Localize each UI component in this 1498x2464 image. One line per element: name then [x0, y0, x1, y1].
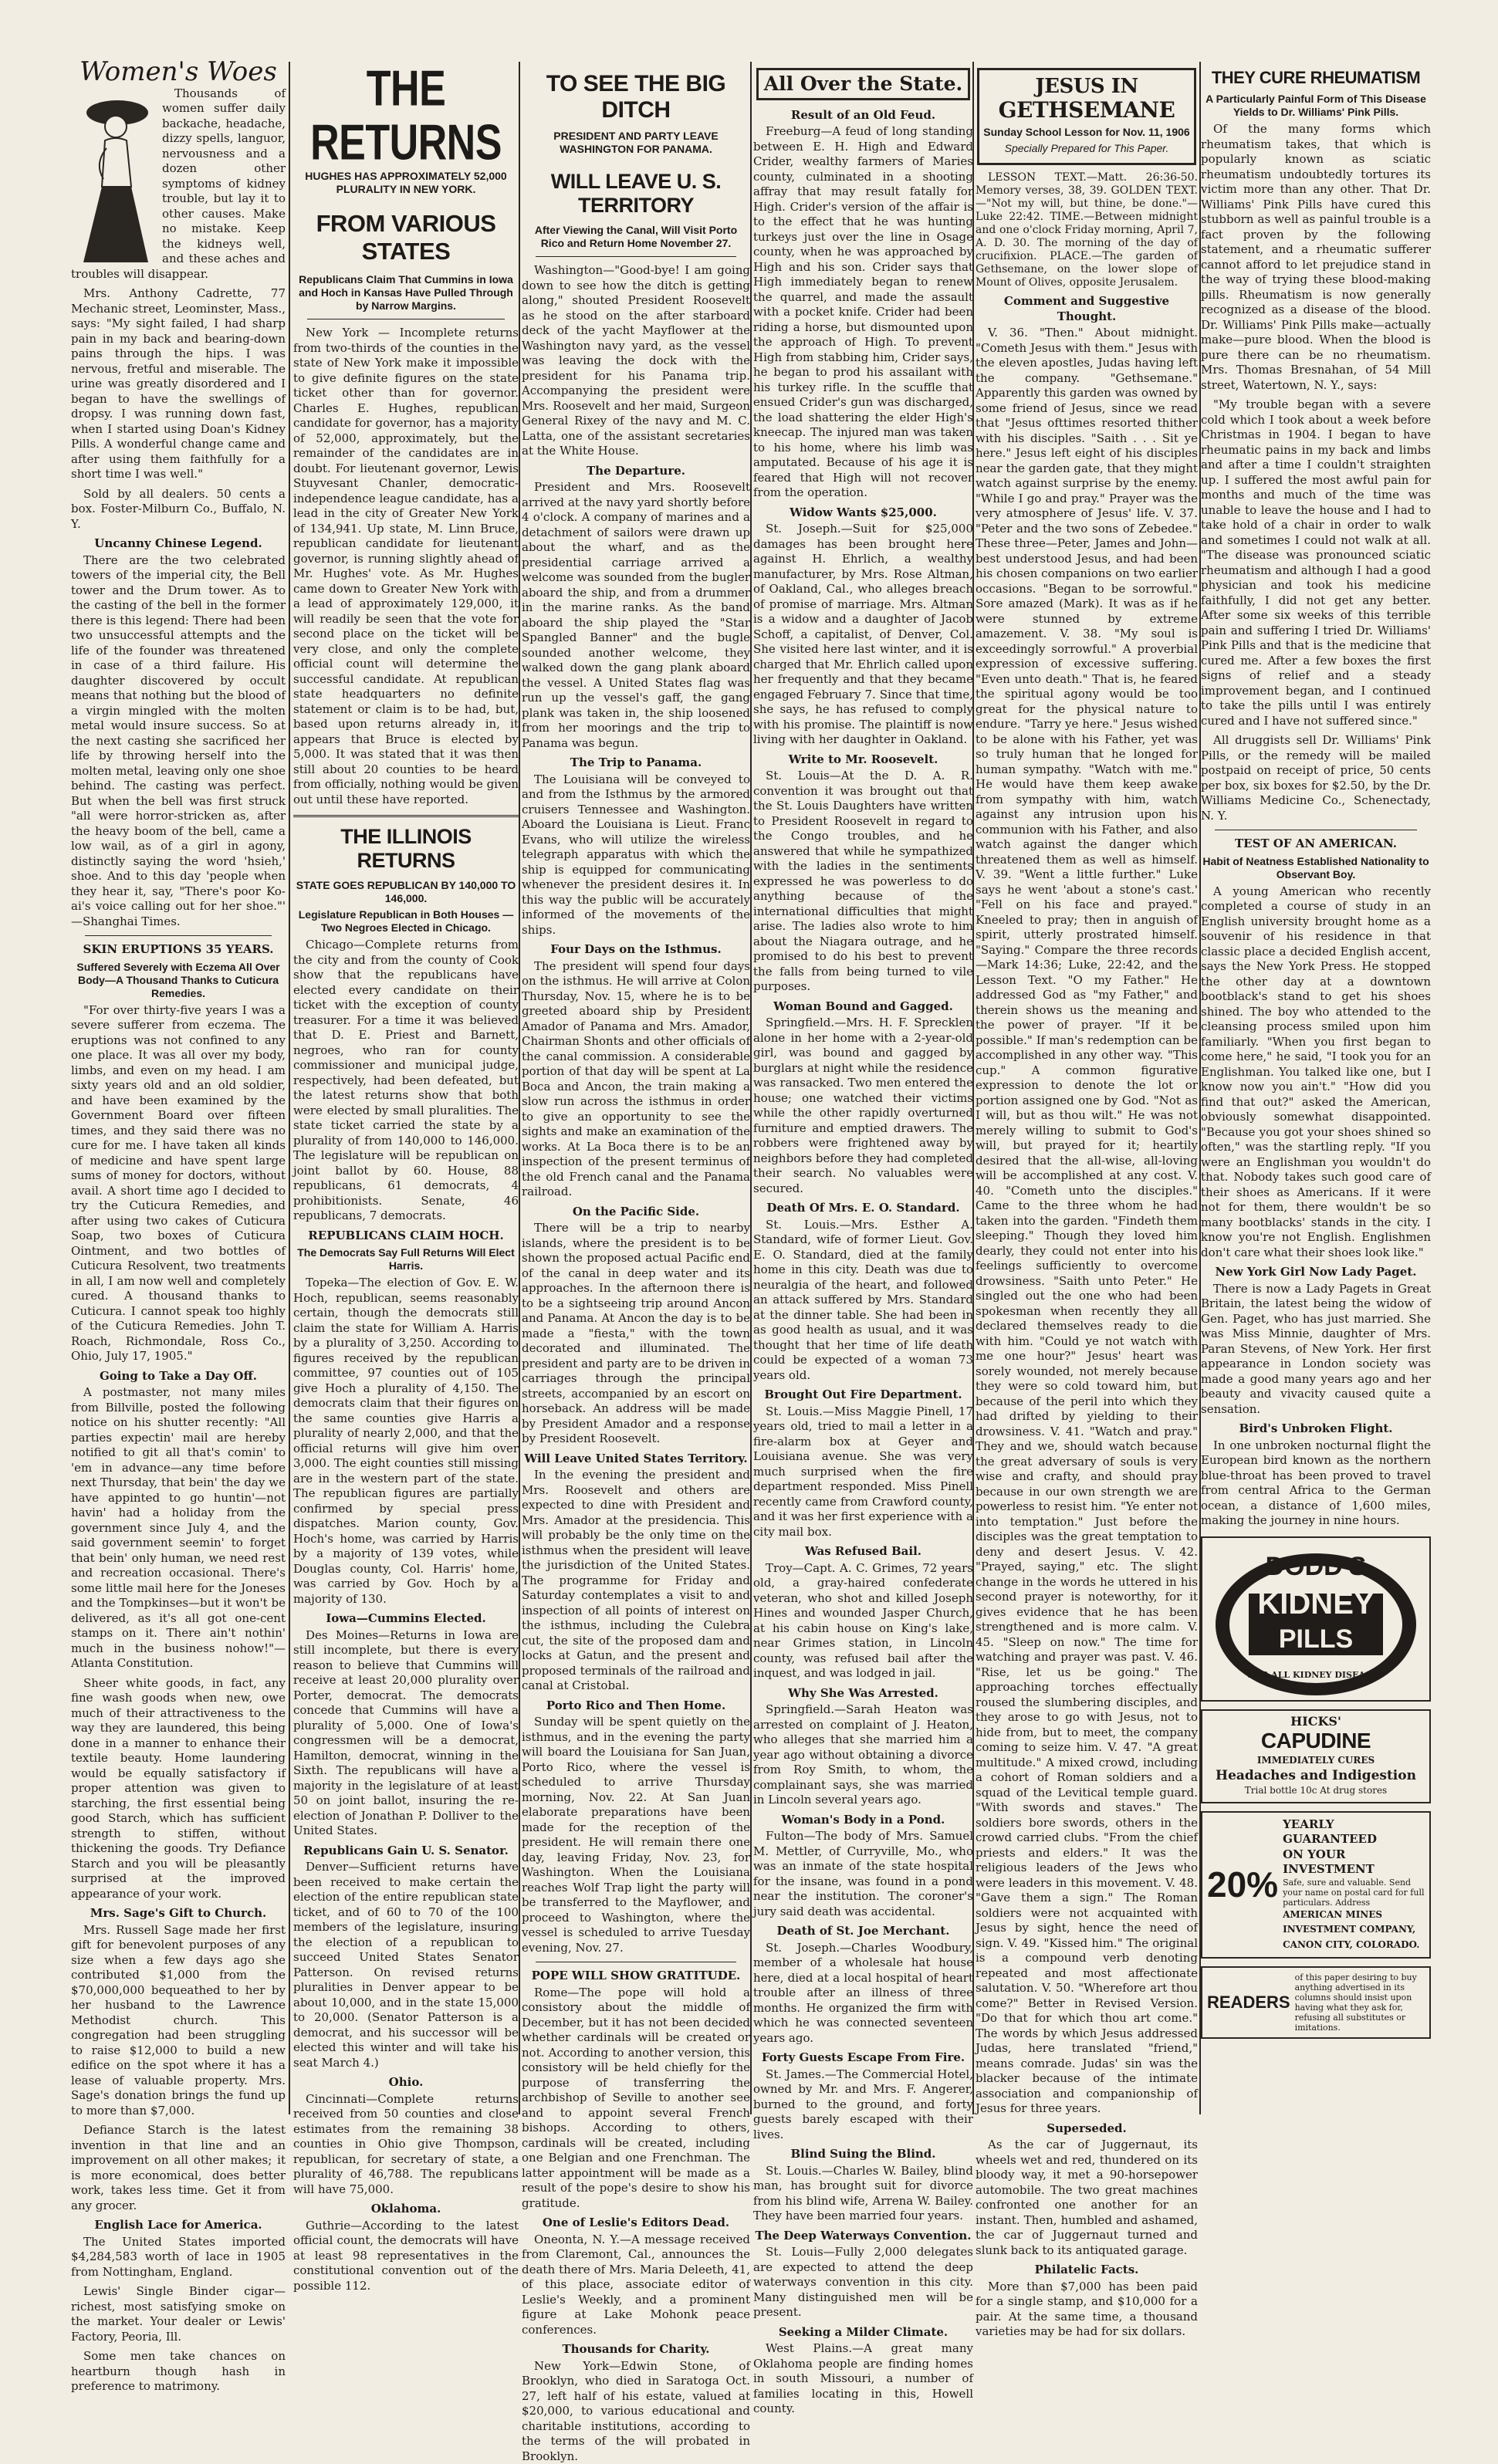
sage-heading: Mrs. Sage's Gift to Church. — [71, 1906, 286, 1922]
test-text: A young American who recently completed a course of study in an English university brought home as a souvenir of his residence in that classic place a decided English accent, says the New York Press. He stopped the other day at a downtown bootblack's stand to get his shoes shined. The boy who attended to the cleansing process smiled upon him familiarly. "When you first began to come here," he said, "I took you for an Englishman. You talked like one, but I know now you ain't." "How did you find that out?" asked the American, obviously somewhat disappointed. "Because you got your shoes shined so often," was the startling reply. "If you were an Englishman you wouldn't do that. Nobody takes such good care of their shoes as Americans. If it were not for them, there wouldn't be so many bootblacks' stands in the city. I know you're not English. Englishmen don't care what their shoes look like." — [1201, 884, 1431, 1261]
territory-text: In the evening the president and Mrs. Roosevelt and others are expected to dine with President and Mrs. Amador at the presidencia. This will probably be the only time on the isthmus when the president will leave the jurisdiction of the United States. The programme for Friday and Saturday contemplates a visit to and inspection of all points of interest on the isthmus, including the Culebra cut, the site of the proposed dam and locks at Gatun, and the present and proposed terminals of the railroad and canal at Cristobal. — [522, 1468, 750, 1694]
arrest-heading: Why She Was Arrested. — [753, 1686, 973, 1702]
column-1 — [71, 63, 286, 2130]
bird-heading: Bird's Unbroken Flight. — [1201, 1421, 1431, 1437]
comment-heading: Comment and Suggestive Thought. — [976, 294, 1198, 324]
deck-illinois: STATE GOES REPUBLICAN BY 140,000 TO 146,000. — [293, 879, 519, 905]
lesson-intro: LESSON TEXT.—Matt. 26:36-50. Memory verses, 38, 39. GOLDEN TEXT.—"Not my will, but thine, be done."—Luke 22:42. TIME.—Between midnight and one o'clock Friday morning, April 7, A. D. 30. The morning of the day of crucifixion. PLACE.—The garden of Gethsemane, on the lower slope of Mount of Olives, opposite Jerusalem. — [976, 171, 1198, 289]
departure-text: President and Mrs. Roosevelt arrived at the navy yard shortly before 4 o'clock. A company of marines and a detachment of sailors were drawn up about the wharf, and as the presidential carriage arrived a welcome was sounded from the bugler aboard the ship, and from a drummer in the marine ranks. As the band aboard the ship played the "Star Spangled Banner" and the bugle sounded another welcome, they walked down the gang plank aboard the vessel. A United States flag was run up the vessel's gaff, the gang plank was taken in, the ship loosened from her moorings and the trip to Panama was begun. — [522, 480, 750, 751]
isthmus-heading: Four Days on the Isthmus. — [522, 942, 750, 958]
ny-text: New York — Incomplete returns from two-thirds of the counties in the state of New York make it impossible to give definite figures on the state ticket other than for governor. Charles E. Hughes, republican candidate for governor, has a majority of 52,000, approximately, but the remainder of the candidates are in doubt. For lieutenant governor, Lewis Stuyvesant Chanler, democratic-independence league candidate, has a lead in the city of Greater New York of 134,941. Up state, M. Linn Bruce, republican candidate for lieutenant governor, is running slightly ahead of Mr. Hughes' vote. As Mr. Hughes came down to Greater New York with a lead of approximately 129,000, it will readily be seen that the vote for second place on the ticket will be very close, and only the complete official count will determine the successful candidate. At republican state headquarters no definite statement or claim is to be had, but, based upon returns already in, it appears that Bruce is elected by 5,000. It was stated that it was then still about 20 counties to be heard from officially, nothing would be given out until these have reported. — [293, 326, 519, 807]
ad-title: Women's Woes — [71, 65, 286, 80]
bail-heading: Was Refused Bail. — [753, 1544, 973, 1560]
sold-line: Sold by all dealers. 50 cents a box. Foster-Milburn Co., Buffalo, N. Y. — [71, 487, 286, 532]
investment-line2: ON YOUR INVESTMENT — [1283, 1847, 1425, 1878]
capudine-trial: Trial bottle 10c At drug stores — [1207, 1783, 1425, 1799]
porto-rico-text: Sunday will be spent quietly on the isthmus, and in the evening the party will board the Louisiana for San Juan, Porto Rico, where the vessel is scheduled to arrive Thursday morning, Nov. 22. At San Juan elaborate preparations have been made for the reception of the president. He will remain there one day, leaving Friday, Nov. 23, for Washington. When the Louisiana reaches Wolf Trap light the party will be transferred to the Mayflower, and proceed to Washington, where the vessel is scheduled to arrive Tuesday evening, Nov. 27. — [522, 1715, 750, 1955]
leslie-heading: One of Leslie's Editors Dead. — [522, 2216, 750, 2231]
oklahoma-text: Guthrie—According to the latest official count, the democrats will have at least 98 representatives in the constitutional convention out of the possible 112. — [293, 2219, 519, 2294]
ditch-text: Washington—"Good-bye! I am going down to see how the ditch is getting along," shouted President Roosevelt as he stood on the after starboard deck of the yacht Mayflower at the Washington navy yard, as the vessel was leaving the dock with the president for his Panama trip. Accompanying the president were Mrs. Roosevelt and her maid, Surgeon General Rixey of the navy and M. C. Latta, one of the assistant secretaries at the White House. — [522, 263, 750, 459]
dodds-mid: KIDNEY — [1202, 1597, 1429, 1612]
headline-states: FROM VARIOUS STATES — [293, 210, 519, 265]
headline-returns: THE RETURNS — [293, 62, 519, 170]
trip-heading: The Trip to Panama. — [522, 755, 750, 771]
widow-heading: Widow Wants $25,000. — [753, 505, 973, 521]
rheumatism-text-1: Of the many forms which rheumatism takes, that which is popularly known as sciatic rheumatism undoubtedly tortures its victim more than any other. That Dr. Williams' Pink Pills have cured this stubborn as well as painful trouble is a fact proven by the following statement, and a rheumatic sufferer cannot afford to let prejudice stand in the way of trying these blood-making pills. Rheumatism is now generally recognized as a disease of the blood. Dr. Williams' Pink Pills make—actually make—pure blood. When the blood is pure there can be no rheumatism. Mrs. Thomas Bresnahan, of 54 Mill street, Watertown, N. Y., says: — [1201, 122, 1431, 393]
fire-heading: Forty Guests Escape From Fire. — [753, 2050, 973, 2066]
lace-heading: English Lace for America. — [71, 2218, 286, 2233]
column-rule — [289, 62, 290, 2114]
dodds-ring: FOR ALL KIDNEY DISEASES — [1202, 1668, 1429, 1683]
headline-territory: WILL LEAVE U. S. TERRITORY — [522, 170, 750, 218]
merchant-heading: Death of St. Joe Merchant. — [753, 1924, 973, 1939]
dodds-top: DODD'S — [1202, 1560, 1429, 1575]
bound-heading: Woman Bound and Gagged. — [753, 999, 973, 1015]
superseded-text: As the car of Juggernaut, its wheels wet and red, thundered on its bloody way, it met a 90-horsepower automobile. The two great machines confronted one another for an instant. Then, humbled and ashamed, the car of Juggernaut turned and slunk back to its antiquated garage. — [976, 2138, 1198, 2258]
arrest-text: Springfield.—Sarah Heaton was arrested on complaint of J. Heaton, who alleges that she married him a year ago without obtaining a divorce from Roy Smith, to whom, the complainant says, she was married in Lincoln several years ago. — [753, 1702, 973, 1808]
last-text: Some men take chances on heartburn though hash in preference to matrimony. — [71, 2349, 286, 2395]
deck-president: PRESIDENT AND PARTY LEAVE WASHINGTON FOR PANAMA. — [522, 130, 750, 156]
lesson-body: V. 36. "Then." About midnight. "Cometh Jesus with them." Jesus with the eleven apostles, Judas having left the company. "Gethsemane." Apparently this garden was owned by some friend of Jesus, since we read that "Jesus ofttimes resorted thither with his disciples. "Saith . . . Sit ye here." Jesus left eight of his disciples near the garden gate, that they might watch against surprise by the enemy. "While I go and pray." Prayer was the very atmosphere of Jesus' life. V. 37. "Peter and the two sons of Zebedee." These three—Peter, James and John—best understood Jesus, and had been his chosen companions on two earlier occasions. "Began to be sorrowful." Sore amazed (Mark). It was as if he were stunned by extreme amazement. V. 38. "My soul is exceedingly sorrowful." A proverbial expression of excessive suffering. "Even unto death." That is, he feared the spiritual agony would be too great for the physical nature to endure. "Tarry ye here." Jesus wished to be alone with his Father, yet was so truly human that he longed for human sympathy. "Watch with me." He would have them keep awake from sympathy with him, watch against any intrusion upon his communion with his Father, and also watch against the danger which threatened them as well as himself. V. 39. "Went a little further." Luke says he went 'about a stone's cast.' "Fell on his face and prayed." Kneeled to pray; then in anguish of spirit, utterly prostrated himself. "Saying." Compare the three records—Mark 14:36; Luke, 22:42, and the Lesson Text. "O my Father." He addressed God as "my Father," and therein shows us the meaning and the power of prayer. "If it be possible." If man's redemption can be accomplished in any other way. "This cup." A common figurative expression to denote the lot or portion assigned one by God. "Not as I will, but as thou wilt." He was not merely willing to submit to God's will, but prayed for it; heartily desired that the all-wise, all-loving will be accomplished at any cost. V. 40. "Cometh unto the disciples." Came to the three whom he had taken into the garden. "Findeth them sleeping." Though they loved him dearly, they could not enter into his feelings sufficiently to overcome drowsiness. "Saith unto Peter." He singled out the one who had been spokesman when recently they all declared themselves ready to die with him. "Could ye not watch with me one hour?" Jesus' heart was sorely wounded, not merely because they were so cold toward him, but because of the peril into which they had drifted by yielding to their drowsiness. V. 41. "Watch and pray." They and we, should watch because the great adversary of souls is very wise and crafty, and should pray because in our own strength we are powerless to resist him. "Ye enter not into temptation." Just before the disciples was the great temptation to deny and desert Jesus. V. 42. "Prayed, saying," etc. The slight change in the words he uttered in his second prayer is noteworthy, for it gives evidence that he has been strengthened and is more calm. V. 45. "Sleep on now." The time for watching and prayer was past. V. 46. "Rise, let us be going." The approaching torches effectually roused the slumbering disciples, and they arose to go with Jesus, not to hide from, but to meet, the company coming to seize him. V. 47. "A great multitude." A mixed crowd, including a cohort of Roman soldiers and a squad of the Levitical temple guard. "With swords and staves." The soldiers bore swords, others in the crowd carried clubs. "From the chief priests and elders." It was the religious leaders of the Jews who were leaders in this movement. V. 48. "Gave them a sign." The Roman soldiers were not acquainted with Jesus by sight, hence the need of sign. V. 49. "Kissed him." The original is a compound verb denoting repeated and most affectionate salutation. V. 50. "Wherefore art thou come?" Better in Revised Version. "Do that for which thou art come." The words by which Jesus addressed Judas, here translated "friend," means comrade. Judas' sin was the blacker because of the intimate association and companionship of Jesus for three years. — [976, 326, 1198, 2117]
leslie-text: Oneonta, N. Y.—A message received from Claremont, Cal., announces the death there of Mrs. Maria Deleeth, 41, of this place, associate editor of Leslie's Weekly, and a prominent figure at Lake Mohonk peace conferences. — [522, 2232, 750, 2338]
porto-rico-heading: Porto Rico and Then Home. — [522, 1698, 750, 1714]
dodds-bot: PILLS — [1202, 1632, 1429, 1648]
rheumatism-text-2: "My trouble began with a severe cold which I took about a week before Christmas in 1904. I began to have rheumatic pains in my back and limbs and after a time I couldn't straighten up. I suffered the most awful pain for months and much of the time was unable to leave the house and I had to take hold of a chair in order to walk and sometimes I could not walk at all. "The disease was pronounced sciatic rheumatism and although I had a good physician and took his medicine faithfully, I did not get any better. After some six weeks of this terrible pain and suffering I tried Dr. Williams' Pink Pills and that is the medicine that cured me. After a few boxes the first signs of relief and a steady improvement began, and I continued to take the pills until I was entirely cured and I have not suffered since." — [1201, 397, 1431, 728]
trip-text: The Louisiana will be conveyed to and from the Isthmus by the armored cruisers Tennessee and Washington. Aboard the Louisiana is Lieut. Franc Evans, who will utilize the wireless telegraph apparatus with which the ship is equipped for communicating whenever the president desires it. In this way the public will be accurately informed of the movements of the ships. — [522, 772, 750, 938]
blind-heading: Blind Suing the Blind. — [753, 2147, 973, 2162]
testimonial: Mrs. Anthony Cadrette, 77 Mechanic street, Leominster, Mass., says: "My sight failed, I had sharp pain in my back and bearing-down pains through the hips. I was nervous, fretful and miserable. The urine was greatly disordered and I began to have the swellings of dropsy. I was running down fast, when I started using Doan's Kidney Pills. A wonderful change came and after using them faithfully for a short time I was well." — [71, 286, 286, 482]
skin-heading: SKIN ERUPTIONS 35 YEARS. — [71, 942, 286, 958]
kansas-subhead: The Democrats Say Full Returns Will Elect Harris. — [293, 1246, 519, 1273]
pond-text: Fulton—The body of Mrs. Samuel M. Mettler, of Curryville, Mo., who was an inmate of the state hospital for the insane, was found in a pond near the institution. The coroner's jury said death was accidental. — [753, 1829, 973, 1919]
divider — [85, 935, 272, 936]
superseded-heading: Superseded. — [976, 2121, 1198, 2137]
capudine-line: IMMEDIATELY CURES — [1207, 1753, 1425, 1769]
illinois-text: Chicago—Complete returns from the city and from the county of Cook show that the republicans have elected every candidate on their ticket with the exception of county treasurer. For a time it was believed that D. E. Priest and Barnett, negroes, who ran for county commissioner and municipal judge, respectively, had been defeated, but the latest returns show that both were elected by small pluralities. The state ticket carried the state by a plurality of from 140,000 to 146,000. The legislature will be republican on joint ballot by 60. House, 88 republicans, 61 democrats, 4 prohibitionists. Senate, 46 republicans, 7 democrats. — [293, 938, 519, 1224]
dayoff-heading: Going to Take a Day Off. — [71, 1369, 286, 1384]
kansas-heading: REPUBLICANS CLAIM HOCH. — [293, 1229, 519, 1244]
investment-line3: Safe, sure and valuable. Send your name on postal card for full particulars. Address — [1283, 1878, 1425, 1908]
waterways-text: St. Louis—Fully 2,000 delegates are expected to attend the deep waterways convention in this city. Many distinguished men will be present. — [753, 2245, 973, 2320]
readers-text: of this paper desiring to buy anything advertised in its columns should insist upon having what they ask for, refusing all substitutes or imitations. — [1295, 1972, 1425, 2033]
capudine-name: CAPUDINE — [1207, 1729, 1425, 1753]
legend-heading: Uncanny Chinese Legend. — [71, 536, 286, 552]
feud-heading: Result of an Old Feud. — [753, 108, 973, 123]
headline-rheumatism: THEY CURE RHEUMATISM — [1201, 68, 1431, 88]
widow-text: St. Joseph.—Suit for $25,000 damages has been brought here against H. Ehrlich, a wealthy manufacturer, by Mrs. Rose Altman, of Oakland, Cal., who alleges breach of promise of marriage. Mrs. Altman is a widow and a daughter of Jacob Schoff, a capitalist, of Denver, Col. She visited here last winter, and it is charged that Mr. Ehrlich called upon her frequently and that they became engaged February 7. Since that time, she says, he has refused to comply with his promise. The plaintiff is now living with her daughter in Oakland. — [753, 522, 973, 748]
headline-ditch: TO SEE THE BIG DITCH — [522, 71, 750, 123]
merchant-text: St. Joseph.—Charles Woodbury, member of a wholesale hat house here, died at a local hospital of heart trouble after an illness of three months. He organized the firm with which he was connected seventeen years ago. — [753, 1941, 973, 2047]
dodds-kidney-pills-ad — [1201, 1536, 1431, 1702]
feud-text: Freeburg—A feud of long standing between E. H. High and Edward Crider, wealthy farmers of Maries county, culminated in a shooting affray that may result fatally for High. Crider's version of the affair is to the effect that he was hunting turkeys just over the line in Osage county, when he was approached by High and his son. Crider says that High immediately began to renew the quarrel, and made the assault with a pocket knife. Crider had been riding a horse, but dismounted upon the approach of High. To prevent High from stabbing him, Crider says, he began to prod his assailant with his turkey rifle. In the scuffle that ensued Crider's gun was discharged, the load shattering the elder High's kneecap. The injured man was taken to his home, where his limb was amputated. Because of his age it is feared that High will not recover from the operation. — [753, 124, 973, 501]
isthmus-text: The president will spend four days on the isthmus. He will arrive at Colon Thursday, Nov. 15, where he is to be greeted aboard ship by President Amador of Panama and Mrs. Amador, Chairman Shonts and other officials of the canal commission. A considerable portion of that day will be spent at La Boca and Ancon, the train making a slow run across the isthmus in order to give an opportunity to see the sights and make an examination of the works. At La Boca there is to be an inspection of the present terminus of the old French canal and the Panama railroad. — [522, 959, 750, 1200]
woman-illustration — [71, 86, 156, 264]
paget-heading: New York Girl Now Lady Paget. — [1201, 1265, 1431, 1280]
ohio-text: Cincinnati—Complete returns received from 50 counties and close estimates from the remaining 38 counties in Ohio give Thompson, republican, for secretary of state, a plurality of 46,788. The republicans will have 75,000. — [293, 2092, 519, 2198]
philatelic-heading: Philatelic Facts. — [976, 2263, 1198, 2278]
lesson-title-line2: GETHSEMANE — [982, 98, 1191, 123]
philatelic-text: More than $7,000 has been paid for a single stamp, and $10,000 for a pair. At the same time, a thousand varieties may be had for six dollars. — [976, 2280, 1198, 2340]
iowa-heading: Iowa—Cummins Elected. — [293, 1611, 519, 1627]
blind-text: St. Louis.—Charles W. Bailey, blind man, has brought suit for divorce from his blind wife, Arrena W. Bailey. They have been married four years. — [753, 2164, 973, 2224]
climate-text: West Plains.—A great many Oklahoma people are finding homes in south Missouri, a number of families locating in this, Howell county. — [753, 2341, 973, 2417]
investment-ad — [1201, 1811, 1431, 1959]
skin-subhead: Suffered Severely with Eczema All Over Body—A Thousand Thanks to Cuticura Remedies. — [71, 961, 286, 1000]
pond-heading: Woman's Body in a Pond. — [753, 1813, 973, 1828]
deck-legislature: Legislature Republican in Both Houses —Two Negroes Elected in Chicago. — [293, 908, 519, 935]
senator-heading: Republicans Gain U. S. Senator. — [293, 1844, 519, 1859]
deck-hughes: HUGHES HAS APPROXIMATELY 52,000 PLURALITY IN NEW YORK. — [293, 170, 519, 196]
ad-text: Thousands of women suffer daily backache, headache, dizzy spells, languor, nervousness and a dozen other symptoms of kidney trouble, but lay it to other causes. Make no mistake. Keep the kidneys well, and these aches and troubles will disappear. — [71, 86, 286, 282]
divider — [536, 256, 736, 257]
pope-text: Rome—The pope will hold a consistory about the middle of December, but it has not been decided whether cardinals will be created or not. According to another version, this consistory will be held chiefly for the purpose of transferring the archbishop of Seville to another see and to appoint several French bishops. According to others, cardinals will be created, including one Belgian and one Frenchman. The latter appointment will be made as a result of the pope's desire to show his gratitude. — [522, 1986, 750, 2212]
pacific-heading: On the Pacific Side. — [522, 1205, 750, 1220]
investment-line1: YEARLY GUARANTEED — [1283, 1817, 1425, 1847]
senator-text: Denver—Sufficient returns have been received to make certain the election of the entire republican state ticket, and of 60 to 70 of the 100 members of the legislature, insuring the election of a republican to succeed United States Senator Patterson. On revised returns pluralities in Denver appear to be about 10,000, and in the state 15,000 to 20,000. (Senator Patterson is a democrat, and his successor will be elected this winter and will take his seat March 4.) — [293, 1860, 519, 2070]
bird-text: In one unbroken nocturnal flight the European bird known as the northern blue-throat has been proved to travel from central Africa to the German ocean, a distance of 1,600 miles, making the journey in nine hours. — [1201, 1438, 1431, 1529]
charity-text: New York—Edwin Stone, of Brooklyn, who died in Saratoga Oct. 27, left half of his estate, valued at $20,000, to various educational and charitable institutions, according to the terms of the will probated in Brooklyn. — [522, 2359, 750, 2464]
readers-notice — [1201, 1966, 1431, 2039]
deck-canal: After Viewing the Canal, Will Visit Porto Rico and Return Home November 27. — [522, 224, 750, 250]
capudine-claim: Headaches and Indigestion — [1207, 1769, 1425, 1784]
firedept-heading: Brought Out Fire Department. — [753, 1387, 973, 1403]
lesson-note: Specially Prepared for This Paper. — [982, 142, 1191, 155]
death-heading: Death Of Mrs. E. O. Standard. — [753, 1201, 973, 1216]
climate-heading: Seeking a Milder Climate. — [753, 2325, 973, 2341]
womens-woes-ad — [71, 65, 286, 532]
departure-heading: The Departure. — [522, 464, 750, 479]
column-5 — [976, 63, 1198, 2130]
deck-rheumatism: A Particularly Painful Form of This Disease Yields to Dr. Williams' Pink Pills. — [1201, 93, 1431, 119]
starch-text: Sheer white goods, in fact, any fine wash goods when new, owe much of their attractiveness to the way they are laundered, this being done in a manner to enhance their textile beauty. Home laundering would be equally satisfactory if proper attention was given to starching, the first essential being good Starch, which has sufficient strength to stiffen, without thickening the goods. Try Defiance Starch and you will be pleasantly surprised at the improved appearance of your work. — [71, 1676, 286, 1902]
investment-company: AMERICAN MINES INVESTMENT COMPANY, — [1283, 1908, 1425, 1938]
charity-heading: Thousands for Charity. — [522, 2342, 750, 2358]
dayoff-text: A postmaster, not many miles from Billville, posted the following notice on his shutter recently: "All parties expectin' mail are hereby notified to git all that's comin' to 'em in advance—any time before next Thursday, that bein' the day we have appinted to go huntin'—not havin' had a holiday from the government since July 4, and the said government seemin' to forget that bein' only human, we need rest and recreation occasional. There's some little mail here for the Joneses and the Tompkinses—but it won't be delivered, as it's all got one-cent stamps on it. There ain't nothin' much in the business nohow!"—Atlanta Constitution. — [71, 1385, 286, 1671]
ohio-heading: Ohio. — [293, 2075, 519, 2091]
legend-text: There are the two celebrated towers of the imperial city, the Bell tower and the Drum tower. As to the casting of the bell in the former there is this legend: There had been two unsuccessful attempts and the life of the founder was threatened in case of a third failure. His daughter discovered by occult means that nothing but the blood of a virgin mingled with the molten metal would insure success. So at the next casting she sacrificed her life by throwing herself into the molten metal, leaving only one shoe behind. The casting was perfect. But when the bell was first struck "all were horror-stricken as, after the heavy boom of the bell, came a low wail, as of a girl in agony, distinctly saying the word 'hsieh,' shoe. And to this day 'people when they hear it, say, "There's poor Ko-ai's voice calling out for her shoe."' —Shanghai Times. — [71, 553, 286, 930]
death-text: St. Louis.—Mrs. Esther A. Standard, wife of former Lieut. Gov. E. O. Standard, died at the family home in this city. Death was due to neuralgia of the heart, and followed an attack suffered by Mrs. Standard at the dinner table. She had been in as good health as usual, and it was thought that her time of life death could be expected of a woman 73 years old. — [753, 1218, 973, 1384]
readers-heading: READERS — [1207, 1995, 1290, 2010]
defiance-text: Defiance Starch is the latest invention in that line and an improvement on all other makes; it is more economical, does better work, takes less time. Get it from any grocer. — [71, 2123, 286, 2213]
iowa-text: Des Moines—Returns in Iowa are still incomplete, but there is every reason to believe that Cummins will receive at least 20,000 plurality over Porter, democrat. The democrats concede that Cummins will have a plurality of 5,000. One of Iowa's congressmen will be a democrat, Hamilton, democrat, winning in the Sixth. The republicans will have a majority in the legislature of at least 50 on joint ballot, insuring the re-election of Jonathan P. Dolliver to the United States. — [293, 1628, 519, 1839]
write-heading: Write to Mr. Roosevelt. — [753, 752, 973, 768]
oklahoma-heading: Oklahoma. — [293, 2202, 519, 2217]
column-4 — [753, 63, 973, 2130]
bail-text: Troy—Capt. A. C. Grimes, 72 years old, a gray-haired confederate veteran, who shot and killed Joseph Hines and wounded Jasper Church, at his cabin house on King's lake, near Grimes station, in Lincoln county, was refused bail after the inquest, and was lodged in jail. — [753, 1561, 973, 1682]
fire-text: St. James.—The Commercial Hotel, owned by Mr. and Mrs. F. Angerer, burned to the ground, and forty guests barely escaped with their lives. — [753, 2067, 973, 2143]
kansas-text: Topeka—The election of Gov. E. W. Hoch, republican, seems reasonably certain, though the democrats still claim the state for William A. Harris by a plurality of 3,250. According to figures received by the republican committee, 97 counties out of 105 give Hoch a plurality of 4,150. The democrats claim that their figures on the same counties give Harris a plurality of nearly 2,000, and that the official returns will give him over 3,000. The eight counties still missing are in the western part of the state. The republican figures are partially confirmed by special press dispatches. Marion county, Gov. Hoch's home, was carried by Harris by a majority of 139 votes, while Douglas county, Col. Harris' home, was carried by Gov. Hoch by a majority of 130. — [293, 1276, 519, 1607]
waterways-heading: The Deep Waterways Convention. — [753, 2229, 973, 2244]
lesson-title-line1: JESUS IN — [982, 75, 1191, 98]
section-banner — [756, 68, 970, 100]
rheumatism-text-3: All druggists sell Dr. Williams' Pink Pills, or the remedy will be mailed postpaid on receipt of price, 50 cents per box, six boxes for $2.50, by the Dr. Williams Medicine Co., Schenectady, N. Y. — [1201, 733, 1431, 823]
column-6 — [1201, 63, 1431, 2130]
pacific-text: There will be a trip to nearby islands, where the president is to be shown the proposed actual Pacific end of the canal in deep water and its approaches. In the afternoon there is to be a sightseeing trip around Ancon and Panama. At Ancon the day is to be made a "fiesta," with the town decorated and illuminated. The president and party are to be driven in carriages through the principal streets, accompanied by an escort on horseback. An address will be made by President Amador and a response by President Roosevelt. — [522, 1221, 750, 1447]
test-heading: TEST OF AN AMERICAN. — [1201, 837, 1431, 852]
territory-heading: Will Leave United States Territory. — [522, 1452, 750, 1467]
skin-text: "For over thirty-five years I was a severe sufferer from eczema. The eruptions was not confined to any one place. It was all over my body, limbs, and even on my head. I am sixty years old and an old soldier, and have been examined by the Government Board over fifteen times, and they said there was no cure for me. I have taken all kinds of medicine and have spent large sums of money for doctors, without avail. A short time ago I decided to try the Cuticura Remedies, and after using two cakes of Cuticura Soap, two boxes of Cuticura Ointment, and two bottles of Cuticura Resolvent, two treatments in all, I am now well and completely cured. A thousand thanks to Cuticura. I cannot speak too highly of the Cuticura Remedies. John T. Roach, Richmondale, Ross Co., Ohio, July 17, 1905." — [71, 1003, 286, 1364]
investment-city: CANON CITY, COLORADO. — [1283, 1938, 1425, 1953]
lesson-banner — [977, 68, 1196, 165]
test-subhead: Habit of Neatness Established Nationality to Observant Boy. — [1201, 855, 1431, 881]
column-2 — [293, 63, 519, 2130]
pope-heading: POPE WILL SHOW GRATITUDE. — [522, 1969, 750, 1984]
capudine-brand: HICKS' — [1207, 1714, 1425, 1729]
capudine-ad — [1201, 1709, 1431, 1803]
lace-text: The United States imported $4,284,583 worth of lace in 1905 from Nottingham, England. — [71, 2235, 286, 2280]
lewis-text: Lewis' Single Binder cigar—richest, most satisfying smoke on the market. Your dealer or Lewis' Factory, Peoria, Ill. — [71, 2284, 286, 2344]
column-rule — [750, 62, 752, 2114]
sage-text: Mrs. Russell Sage made her first gift for benevolent purposes of any size when a few days ago she contributed $1,000 from the $70,000,000 bequeathed to her by her husband to the Lawrence Methodist church. This congregation had been struggling to raise $12,000 to build a new edifice on the spot where it has a lease of valuable property. Mrs. Sage's donation brings the fund up to more than $7,000. — [71, 1923, 286, 2119]
divider — [293, 815, 519, 817]
deck-cummins: Republicans Claim That Cummins in Iowa and Hoch in Kansas Have Pulled Through by Narrow Margins. — [293, 273, 519, 313]
column-rule — [519, 62, 520, 2114]
paget-text: There is now a Lady Pagets in Great Britain, the latest being the widow of Gen. Paget, who has just married. She was Miss Minnie, daughter of Mrs. Paran Stevens, of New York. Her first appearance in London society was made a good many years ago and her beauty and vivacity caused quite a sensation. — [1201, 1282, 1431, 1418]
lesson-date: Sunday School Lesson for Nov. 11, 1906 — [982, 126, 1191, 139]
write-text: St. Louis—At the D. A. R. convention it was brought out that the St. Louis Daughters have written to President Roosevelt in regard to the Congo troubles, and he answered that while he sympathized with the ladies in the sentiments expressed he was powerless to do anything because of the international difficulties that might arise. The ladies also wrote to him about the Niagara outrage, and he promised to do his best to prevent the falls from being turned to vile purposes. — [753, 769, 973, 995]
investment-percent: 20% — [1207, 1878, 1278, 1893]
bound-text: Springfield.—Mrs. H. F. Sprecklen alone in her home with a 2-year-old girl, was bound and gagged by burglars at night while the residence was ransacked. Two men entered the house; one watched their victims while the other rapidly overturned furniture and emptied drawers. The robbers were frightened away by neighbors before they had completed their search. No valuables were secured. — [753, 1016, 973, 1196]
headline-illinois: THE ILLINOIS RETURNS — [293, 825, 519, 873]
firedept-text: St. Louis.—Miss Maggie Pinell, 17 years old, tried to mail a letter in a fire-alarm box at Geyer and Louisiana avenue. She was very much surprised when the fire department responded. Miss Pinell recently came from Crawford county, and it was her first experience with a city mail box. — [753, 1404, 973, 1540]
section-title: All Over the State. — [759, 76, 968, 92]
column-3 — [522, 63, 750, 2130]
